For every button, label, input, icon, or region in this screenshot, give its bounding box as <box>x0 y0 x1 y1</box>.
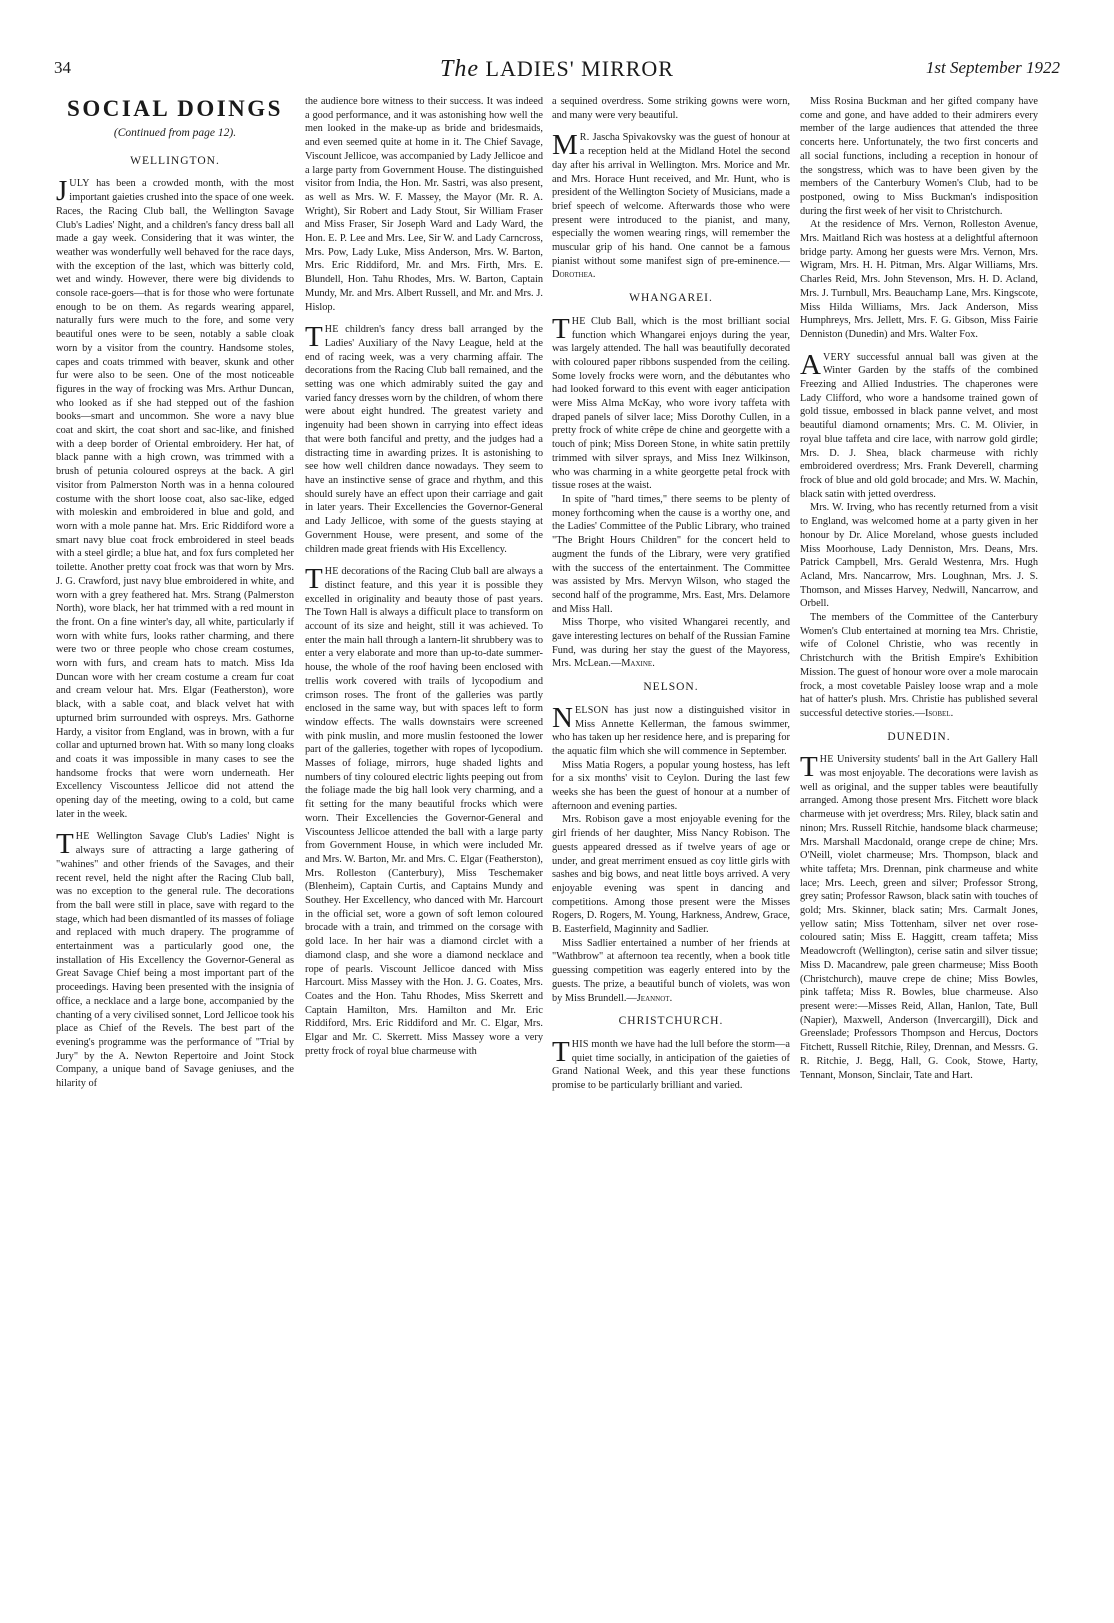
signature: —Isobel. <box>914 707 954 719</box>
lead-word: ELSON <box>574 704 609 716</box>
paragraph-text: month we have had the lull before the storm—a quiet time socially, in anticipation of the gaieties of Grand National Week, and this year these functions promise to be particularly brilliant and varied. <box>552 1039 790 1092</box>
drop-cap: T <box>305 321 323 354</box>
paragraph <box>56 830 294 1090</box>
lead-word: HE <box>324 324 339 336</box>
lead-word: ULY <box>69 178 90 190</box>
paragraph: In spite of "hard times," there seems to be plenty of money forthcoming when the cause is a worthy one, and the Ladies' Committee of the Public Library, who trained "The Bright Hours Children" for the concert held to augment the funds of the Library, were very gratified with the success of the entertainment. The Committee was assisted by Mrs. Mervyn Wilson, who staged the second half of the programme, Mrs. East, Mrs. Delamore and Miss Hall. <box>552 493 790 615</box>
drop-cap: T <box>552 312 570 345</box>
section-heading-whangarei: WHANGAREI. <box>629 292 713 305</box>
drop-cap: T <box>56 828 74 861</box>
section-heading-wellington: WELLINGTON. <box>130 154 220 167</box>
page-number: 34 <box>54 58 71 77</box>
lead-word: HIS <box>571 1039 589 1050</box>
paragraph: Mrs. W. Irving, who has recently returned from a visit to England, was welcomed home at a party given in her honour by Dr. Alice Moreland, whose guests included Miss Moorhouse, Lady Denniston, Mrs. Deans, Mrs. Patrick Campbell, Mrs. Gerald Westenra, Mrs. Hugh Acland, Mrs. Nancarrow, Mrs. Loughnan, Mrs. J. S. Thomson, and Misses Harvey, Nedwill, Nancarrow, and Orbell. <box>800 502 1038 610</box>
paragraph <box>305 323 543 556</box>
masthead-the: The <box>440 56 479 82</box>
drop-cap: M <box>552 129 578 162</box>
signature: —Jeannot. <box>626 992 673 1004</box>
paragraph: Mrs. Robison gave a most enjoyable evening for the girl friends of her daughter, Miss Nancy Robison. The guests appeared dressed as if twelve years of age or under, and great merriment ensued as coy little girls with sashes and big bows, and neat little boys arrived. A very enjoyable evening was spent in dancing and competitions. Among those present were the Misses Rogers, D. Rogers, M. Young, Harkness, Andrew, Grace, B. Easterfield, Maginnity and Sadlier. <box>552 814 790 936</box>
paragraph-text: has been a crowded month, with the most important gaieties crushed into the space of one week. Races, the Racing Club ball, the Wellington Savage Club's Ladies' Night, and a children's fancy dress ball all made a gay week. Considering that it was winter, the weather was wonderfully well behaved for the race days, with the exception of the last, which was bitterly cold, wet and windy. However, there were big dividends to console race-goers—that is for those who were fortunate enough to be on them. As regards wearing apparel, naturally furs were much to the fore, and some very beautiful ones were to be seen, notably a sable cloak worn by a visitor from the country. Handsome stoles, capes and coats trimmed with beaver, skunk and other fur were also to be seen. One of the most noticeable figures in the way of frocking was Mrs. Arthur Duncan, who looked as if she had stepped out of the fashion books—smart and uncommon. She wore a navy blue coat and skirt, the coat short and sac-like, and finished with a deep border of Oriental embroidery. Her hat, of black panne with a high crown, was trimmed with a brush of petunia coloured ospreys at the back. A girl visitor from Palmerston North was in a henna coloured costume with the short loose coat, also sac-like, edged with moleskin and embroidered in blue and gold, and worn with a mole panne hat. Mrs. Eric Riddiford wore a smart navy blue coat frock embroidered in steel beads with a steel girdle; a blue hat, and fox furs completed her toilette. Another pretty coat frock was that worn by Mrs. J. G. Crawford, just navy blue embroidered in white, and worn with a grey feathered hat. Mrs. Strang (Palmerston North), wore black, her hat trimmed with a red mount in the front. On a fine winter's day, all white, particularly if worn with white furs, looks rather charming, and there were two or three people who chose cream costumes, worn with furs, and cream hats to match. Miss Ida Duncan wore with her cream costume a cream fur coat and cream velour hat. Mrs. Elgar (Featherston), wore black, with a sable coat, and black velvet hat with upturned brim surrounded with ospreys. Mrs. Gathorne Hardy, a visitor from England, was in brown, with a fur collar and upturned brown hat. With so many long cloaks and coats it was impossible in many cases to see the handsome frocks that were worn underneath. Her Excellency Viscountess Jellicoe did not attend the opening day of the meeting, owing to a cold, but came later in the week. <box>56 178 294 820</box>
paragraph: Miss Matia Rogers, a popular young hostess, has left for a six months' visit to Ceylon. During the last few weeks she has been the guest of honour at a number of afternoon and evening parties. <box>552 759 790 812</box>
lead-word: HE <box>819 754 834 766</box>
article-title: SOCIAL DOINGS <box>67 96 283 121</box>
drop-cap: N <box>552 701 573 734</box>
paragraph <box>305 565 543 1058</box>
section-heading-christchurch: CHRISTCHURCH. <box>618 1015 724 1028</box>
section-heading-nelson: NELSON. <box>643 681 699 694</box>
lead-word: HE <box>571 315 586 327</box>
masthead-title: LADIES' MIRROR <box>485 56 674 81</box>
paragraph <box>552 937 790 1006</box>
paragraph <box>552 312 790 493</box>
paragraph <box>552 131 790 282</box>
paragraph-text: Wellington Savage Club's Ladies' Night is always sure of attracting a large gathering of "wahines" and other friends of the Savages, and their recent revel, held the night after the Racing Club ball, was no exception to the general rule. The decorations from the ball were still in place, save with regard to the stage, which had been dismantled of its masses of foliage and replaced with much drapery. The programme of entertainment was a particularly good one, the installation of His Excellency the Governor-General as Great Savage Chief being a most important part of the proceedings. Having been presented with the insignia of office, a necklace and a large bone, accompanied by the chanting of a very civilised sonnet, Lord Jellicoe took his place as Chief of the Revels. The best part of the evening's programme was the performance of "Trial by Jury" by the A. Newton Repertoire and Joint Stock Company, a unique band of Savage geniuses, and the hilarity of <box>56 831 294 1090</box>
paragraph: Miss Rosina Buckman and her gifted company have come and gone, and have added to their admirers every member of the large audiences that attended the three concerts here. Unfortunately, the two first concerts and all social functions, including a reception in honour of the songstress, which was to have been given by the members of the Canterbury Women's Club, had to be postponed, owing to Miss Buckman's indisposition during the first week of her visit to Christchurch. <box>800 96 1038 217</box>
paragraph-text: The members of the Committee of the Canterbury Women's Club entertained at morning tea Mrs. Christie, wife of Colonel Christie, who was recently in Christchurch with the British Empire's Exhibition Mission. The guest of honour wore over a mole marocain frock, a most covetable Paisley loose wrap and a mole hat of hatter's plush. Mrs. Christie has published several successful detective stories. <box>800 612 1038 719</box>
drop-cap: T <box>552 1036 570 1068</box>
paragraph <box>800 611 1038 721</box>
masthead <box>54 56 1060 83</box>
paragraph-text: Miss Sadlier entertained a number of her friends at "Wathbrow" at afternoon tea recently, when a book title guessing competition was eagerly entered into by the guests. The prize, a beautiful bunch of violets, was won by Miss Brundell. <box>552 937 790 1004</box>
paragraph <box>800 753 1038 1082</box>
lead-word: HE <box>324 566 339 578</box>
drop-cap: J <box>56 175 68 208</box>
paragraph: a sequined overdress. Some striking gowns were worn, and many were very beautiful. <box>552 96 790 121</box>
page-header <box>54 56 1060 86</box>
paragraph-text: Club Ball, which is the most brilliant social function which Whangarei enjoys during the year, was largely attended. The hall was beautifully decorated with coloured paper ribbons suspended from the ceiling. Some lovely frocks were worn, and the débutantes who had looked forward to this event with eager anticipation were Miss Alma McKay, who wore ivory taffeta with draped panels of silver lace; Miss Dorothy Cullen, in a pretty frock of white crêpe de chine and georgette with a touch of pink; Miss Doreen Stone, in white satin prettily trimmed with silver sprays, and Miss Inez Wilkinson, who was charming in a white georgette petal frock with tissue roses at the waist. <box>552 315 790 492</box>
section-heading-dunedin: DUNEDIN. <box>887 730 951 743</box>
paragraph-text: Miss Thorpe, who visited Whangarei recently, and gave interesting lectures on behalf of the Russian Famine Fund, was during her stay the guest of the Mayoress, Mrs. McLean. <box>552 617 790 670</box>
signature: —Maxine. <box>610 658 655 670</box>
paragraph <box>56 177 294 821</box>
paragraph: the audience bore witness to their success. It was indeed a good performance, and it was astonishing how well the men looked in the make-up as bride and bridesmaids, and even seemed quite at home in it. The Chief Savage, Viscount Jellicoe, was accompanied by Lady Jellicoe and a large party from Government House. The distinguished visitor from India, the Hon. Mr. Sastri, was also present, as well as Mrs. W. F. Massey, the Mayor (Mr. R. A. Wright), Sir Robert and Lady Stout, Sir William Fraser and Miss Fraser, Sir Joseph Ward and Lady Ward, the Hon. E. P. Lee and Mrs. Lee, Sir W. and Lady Carncross, Mrs. Pow, Lady Luke, Miss Anderson, Mrs. W. Barton, Mrs. Eric Riddiford, Mr. and Mrs. Firth, Mrs. E. Blundell, Hon. Tahu Rhodes, Mrs. W. Barton, Captain Mundy, Mr. and Mrs. Albert Russell, and Mr. and Mrs. J. Hislop. <box>305 96 543 313</box>
paragraph <box>800 348 1038 502</box>
column-2 <box>305 95 543 1059</box>
column-3 <box>552 95 790 1093</box>
column-4 <box>800 95 1038 1082</box>
lead-word: VERY <box>822 351 851 363</box>
paragraph <box>552 1038 790 1093</box>
signature: —Dorothea. <box>552 255 790 281</box>
paragraph-text: successful annual ball was given at the Winter Garden by the staffs of the combined Freezing and Allied Industries. The chaperones were Lady Clifford, who wore a handsome trained gown of gold tissue, embossed in black panne velvet, and most beautiful diamond ornaments; Mrs. C. M. Olivier, in royal blue taffeta and cire lace, with narrow gold girdle; Mrs. D. J. Shea, black charmeuse with richly embroidered overdress; Mrs. Frank Deverell, charming frock of blue and old gold brocade; and Mrs. W. Machin, black satin with jetted overdress. <box>800 351 1038 500</box>
column-1 <box>56 95 294 1091</box>
paragraph-text: decorations of the Racing Club ball are always a distinct feature, and this year it is possible they excelled in originality and beauty those of past years. The Town Hall is always a difficult place to transform on account of its size and height, still it was achieved. To enter the main hall through a lantern-lit shrubbery was to enter a very elaborate and more than up-to-date summer-house, the whole of the roof having been enclosed with trellis work covered with trails of lycopodium and crimson roses. The front of the galleries was partly enclosed in the same way, but with spaces left to form window effects. The walls downstairs were screened with pink muslin, and more muslin festooned the lower part of the galleries, together with ropes of lycopodium. Masses of foliage, mirrors, huge shaded lights and numbers of tiny coloured electric lights peeping out from the foliage made the big hall look very charming, and a fit setting for the many beautiful frocks which were worn. Their Excellencies the Governor-General and Viscountess Jellicoe attended the ball with a large party from Government House, in which were included Mr. and Mrs. W. Barton, Mr. and Mrs. C. Elgar (Featherston), Mrs. Rolleston (Canterbury), Miss Teschemaker (Blenheim), Captain Curtis, and Captains Mundy and Southey. Her Excellency, who danced with Mr. Harcourt in the official set, wore a gown of soft lemon coloured brocade with a train, and trimmed on the corsage with gold lace. In her hair was a diamond circlet with a diamond clasp, and she wore a diamond necklace and rope of pearls. Viscount Jellicoe danced with Miss Harcourt. Miss Massey with the Hon. J. G. Coates, Mrs. Coates and the Hon. Tahu Rhodes, Miss Skerrett and Captain Hamilton, Mrs. Hamilton and Mr. Eric Riddiford, Mrs. Eric Riddiford and Mr. C. Elgar, Mrs. Elgar and Mr. C. Skerrett. Miss Massey wore a very pretty frock of royal blue charmeuse with <box>305 566 543 1057</box>
drop-cap: T <box>800 751 818 784</box>
paragraph: At the residence of Mrs. Vernon, Rolleston Avenue, Mrs. Maitland Rich was hostess at a delightful afternoon bridge party. Among her guests were Mrs. Vernon, Mrs. Wigram, Mrs. H. H. Pitman, Mrs. Algar Williams, Mrs. Charles Reid, Mrs. John Stevenson, Mrs. H. D. Acland, Mrs. J. Turnbull, Mrs. Beauchamp Lane, Mrs. Kingscote, Miss Hilda Williams, Mrs. Jack Anderson, Miss Humphreys, Mrs. Jellett, Mrs. F. G. Gibson, Miss Fairie Denniston (Dunedin) and Mrs. Walter Fox. <box>800 219 1038 340</box>
paragraph <box>552 616 790 671</box>
paragraph-text: children's fancy dress ball arranged by the Ladies' Auxiliary of the Navy League, held at the end of racing week, was a very charming affair. The decorations from the Racing Club ball remained, and the setting was one which admirably suited the gay and varied fancy dresses worn by the children, of whom there were about eight hundred. The greatest variety and ingenuity had been shown in carrying into effect ideas that were both fanciful and pretty, and the judges had a distracting time in awarding prizes. It is astonishing to see how well children dance nowadays. They seem to have an instinctive sense of grace and rhythm, and this should surely have an effect upon their carriage and gait in later years. Their Excellencies the Governor-General and Lady Jellicoe, with some of the guests staying at Government House, were present, and some of the children made great friends with His Excellency. <box>305 324 543 555</box>
lead-word: R. <box>579 132 590 144</box>
paragraph-text: Jascha Spivakovsky was the guest of honour at a reception held at the Midland Hotel the second day after his arrival in Wellington. Mrs. Morice and Mr. and Mrs. Horace Hunt received, and Mr. Hunt, who is president of the Wellington Society of Musicians, made a brief speech of welcome. Afterwards those who were present were introduced to the pianist, and many, especially the women wearing rings, will remember the muscular grip of his hand. One cannot be a famous pianist without some manifest sign of pre-eminence. <box>552 132 790 267</box>
paragraph-text: has just now a distinguished visitor in Miss Annette Kellerman, the famous swimmer, who has taken up her residence here, and is preparing for the aquatic film which she will commence in September. <box>552 704 790 757</box>
continued-note: (Continued from page 12). <box>113 127 237 139</box>
paragraph <box>552 701 790 759</box>
issue-date: 1st September 1922 <box>925 58 1060 77</box>
drop-cap: A <box>800 348 821 381</box>
lead-word: HE <box>75 831 90 843</box>
paragraph-text: University students' ball in the Art Gallery Hall was most enjoyable. The decorations were lavish as well as original, and the supper tables were beautifully arranged. Among those present Mrs. Fitchett wore black charmeuse with jet overdress; Mrs. Riley, black satin and ninon; Mrs. Russell Ritchie, handsome black charmeuse; Mrs. Marshall Macdonald, orange crepe de chine; Mrs. O'Neill, violet charmeuse; Mrs. Thompson, black and white taffeta; Mrs. Drennan, pink charmeuse and white lace; Mrs. Leech, green and silver; Professor Strong, grey satin; Professor Rawson, black satin with touches of gold; Mrs. Skinner, black satin; Mrs. Carmalt Jones, yellow satin; Miss Tottenham, silver net over rose-coloured satin; Miss E. Haggitt, cream taffeta; Miss Meadowcroft (Wellington), cerise satin and silver tissue; Miss D. Macandrew, pale green charmeuse; Miss Booth (Christchurch), mauve crepe de chine; Miss Bowles, pink taffeta; Miss R. Bowles, blue charmeuse. Also present were:—Misses Reid, Allan, Hanlon, Tate, Bull (Napier), Maxwell, Anderson (Invercargill), Dick and Greenslade; Professors Thompson and Hercus, Doctors Fitchett, Russell Ritchie, Riley, Drennan, and Messrs. G. R. Ritchie, J. Begg, Hall, G. Cook, Stowe, Harty, Tennant, Monson, Sinclair, Tate and Hart. <box>800 754 1038 1081</box>
drop-cap: T <box>305 563 323 596</box>
